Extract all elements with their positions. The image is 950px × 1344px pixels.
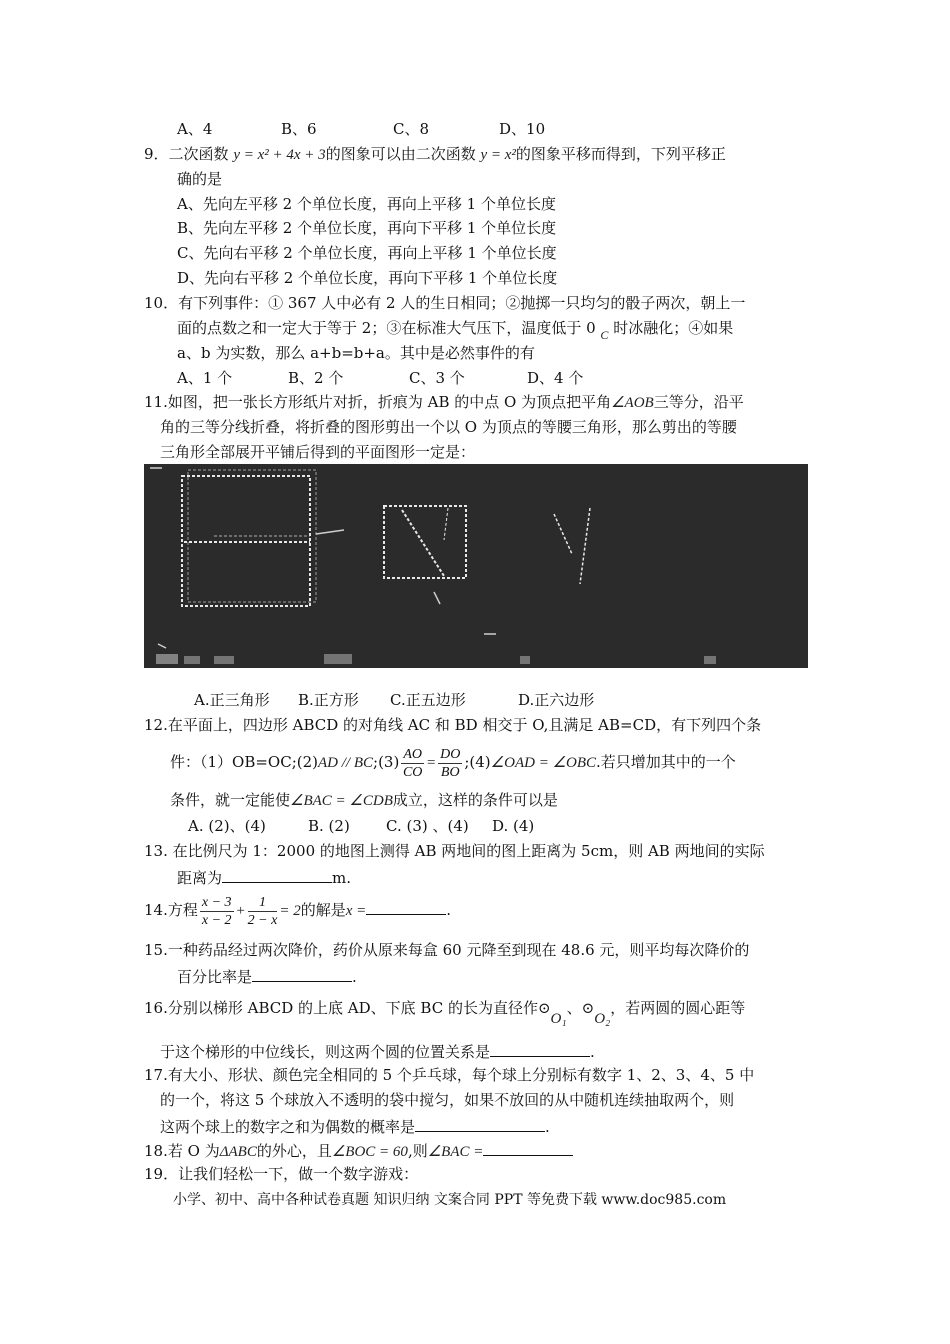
option-c: C、8 [393, 120, 430, 138]
q11-options: A.正三角形 B.正方形 C.正五边形 D.正六边形 [194, 691, 595, 709]
q15-line1: 15.一种药品经过两次降价，药价从原来每盒 60 元降至到现在 48.6 元，则平均每次降价的 [144, 941, 750, 959]
circle-o2: O₂ [594, 1011, 611, 1027]
q9-option-a: A、先向左平移 2 个单位长度，再向上平移 1 个单位长度 [177, 195, 556, 213]
q8-options [177, 119, 545, 139]
q10-options: A、1 个 B、2 个 C、3 个 D、4 个 [177, 369, 584, 387]
formula-quadratic: y = x² + 4x + 3 [233, 147, 326, 163]
triangle-abc: ΔABC [219, 1144, 257, 1160]
q12-line3: 条件，就一定能使∠BAC = ∠CDB成立，这样的条件可以是 [170, 791, 558, 809]
fraction-ao-co: $\frac{AO}{CO}$ [402, 746, 423, 780]
fraction-1-2x: $\frac{1}{2 - x}$ [247, 894, 278, 928]
angle-bac: ∠BAC = [427, 1144, 484, 1160]
q12-line1: 12.在平面上，四边形 ABCD 的对角线 AC 和 BD 相交于 O,且满足 AB=CD，有下列四个条 [144, 716, 762, 734]
q10-line2: 面的点数之和一定大于等于 2；③在标准大气压下，温度低于 0 $_C$ 时冰融化；④如果 [177, 319, 734, 342]
condition-parallel: AD // BC [318, 755, 374, 771]
q9-option-c: C、先向右平移 2 个单位长度，再向上平移 1 个单位长度 [177, 244, 557, 262]
folded-paper [384, 506, 466, 578]
option-a: A、4 [177, 120, 213, 138]
answer-blank[interactable] [490, 1040, 590, 1057]
q15-line2: 百分比率是 . [177, 965, 357, 987]
angle-boc: ∠BOC = 60 [331, 1144, 408, 1160]
q13-line2: 距离为 m. [177, 866, 351, 888]
q11-line2: 角的三等分线折叠，将折叠的图形剪出一个以 O 为顶点的等腰三角形，那么剪出的等腰 [160, 418, 737, 436]
option-d: D、10 [499, 120, 546, 138]
folding-figure [144, 464, 808, 668]
q12-options: A. (2)、(4) B. (2) C. (3) 、(4) D. (4) [188, 817, 535, 835]
q9-option-d: D、先向右平移 2 个单位长度，再向下平移 1 个单位长度 [177, 269, 558, 287]
q17-line1: 17.有大小、形状、颜色完全相同的 5 个乒乓球，每个球上分别标有数字 1、2、3、4、5 中 [144, 1066, 755, 1084]
circle-o1: O₁ [550, 1011, 567, 1027]
q9-stem-cont: 确的是 [177, 170, 223, 188]
degree-unit: C [600, 328, 609, 342]
q13-line1: 13. 在比例尺为 1：2000 的地图上测得 AB 两地间的图上距离为 5cm，则 AB 两地间的实际 [144, 842, 765, 860]
fraction-do-bo: $\frac{DO}{BO}$ [440, 746, 461, 780]
answer-blank[interactable] [415, 1115, 545, 1132]
q10-line1: 10．有下列事件：① 367 人中必有 2 人的生日相同；②抛掷一只均匀的骰子两次，朝上一 [144, 294, 746, 312]
answer-blank[interactable] [252, 965, 352, 982]
q14-equation: 14.方程 $\frac{x - 3}{x - 2}$ + $\frac{1}{2 - x}$ = 2的解是x = . [144, 894, 452, 928]
condition-angle: ∠OAD = ∠OBC [490, 755, 597, 771]
q9-option-b: B、先向左平移 2 个单位长度，再向下平移 1 个单位长度 [177, 219, 557, 237]
q16-line1: 16.分别以梯形 ABCD 的上底 AD、下底 BC 的长为直径作⊙O₁、⊙O₂，若两圆的圆心距等 [144, 999, 746, 1027]
q17-line2: 的一个，将这 5 个球放入不透明的袋中搅匀，如果不放回的从中随机连续抽取两个，则 [160, 1091, 735, 1109]
formula-parabola: y = x² [480, 147, 516, 163]
q18-line: 18.若 O 为ΔABC的外心，且∠BOC = 60,则∠BAC = [144, 1139, 573, 1162]
answer-blank[interactable] [483, 1139, 573, 1156]
question-number: 9． [144, 145, 169, 163]
answer-blank[interactable] [222, 866, 332, 883]
q12-conditions: 件：（1）OB=OC;(2)AD // BC;(3) $\frac{AO}{CO}$ = $\frac{DO}{BO}$ ;(4)∠OAD = ∠OBC.若只增加其中的一个 [170, 746, 736, 780]
q11-line1: 11.如图，把一张长方形纸片对折，折痕为 AB 的中点 O 为顶点把平角∠AOB三等分，沿平 [144, 393, 744, 411]
q19-line: 19．让我们轻松一下，做一个数字游戏： [144, 1165, 419, 1183]
option-b: B、6 [281, 120, 317, 138]
fraction-x3-x2: $\frac{x - 3}{x - 2}$ [201, 894, 232, 928]
q17-line3: 这两个球上的数字之和为偶数的概率是 . [160, 1115, 550, 1137]
answer-blank[interactable] [366, 898, 446, 915]
q11-line3: 三角形全部展开平铺后得到的平面图形一定是： [160, 443, 476, 461]
q10-line3: a、b 为实数，那么 a+b=b+a。其中是必然事件的有 [177, 344, 535, 362]
angle-equation: ∠BAC = ∠CDB [290, 793, 393, 809]
q9-stem: 9．二次函数 y = x² + 4x + 3的图象可以由二次函数 y = x²的图象平移而得到，下列平移正 [144, 145, 726, 163]
angle-aob: ∠AOB [611, 395, 654, 411]
q16-line2: 于这个梯形的中位线长，则这两个圆的位置关系是 . [160, 1040, 595, 1062]
footer-text: 小学、初中、高中各种试卷真题 知识归纳 文案合同 PPT 等免费下载 www.doc985.com [173, 1192, 727, 1208]
